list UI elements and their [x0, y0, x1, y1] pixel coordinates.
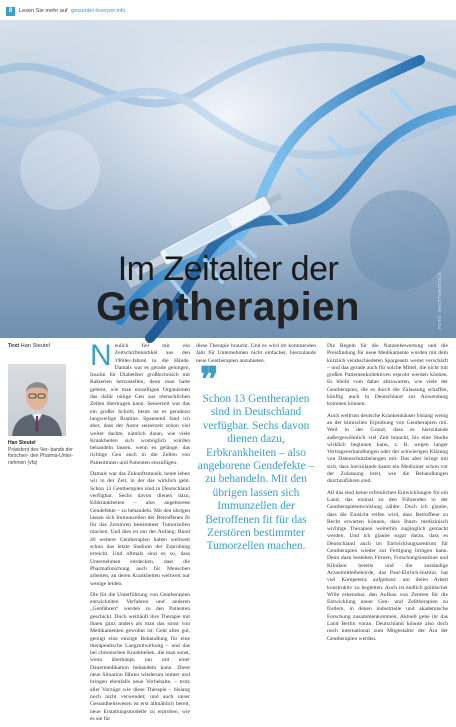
quote-mark-icon: ❞ — [200, 360, 219, 399]
byline — [8, 343, 84, 350]
article-column-1 — [90, 339, 190, 727]
page-number: 8 — [6, 7, 15, 16]
paragraph: diese Therapie braucht. Und es wird im kommenden Jahr für Unternehmen nicht einfacher, hierzulande neue Gentherapien anzubieten. — [196, 343, 316, 364]
paragraph: Die für die Unterführung von Gentherapien entwickelten Verfahren und anderen „Genfähren“ werden zu den Patienten geschickt. Doch weitläufi ihre Therapie mit ihnen ganz anders als man das sonst von Medikamenten gewohnt ist: Geht alles gut, genügt eine einzige Behandlung für eine therapeutische Langzeitwirkung – und das bei chronischen Krankheiten, die man sonst, wenn überhaupt, nur mit einer Dauermedikation behandeln kann. Diese neue Situation führen wiederum immer und bringen ebenfalls neue Vorbehalte, – trotz aller Vorzüge wie diese Therapie – bislang noch nicht verwendet; und auch unser Gesundheitswesen ist erst allmählich bereit, neue Erstattungsmodelle zu erproben, wie es sie für — [90, 591, 190, 722]
photo-credit: FOTO: SHUTTERSTOCK — [437, 272, 442, 329]
paragraph — [90, 339, 190, 467]
author-portrait — [8, 364, 66, 436]
pull-quote: Schon 13 Gentherapien sind in Deutschland verfügbar. Sechs davon dienen dazu, Erbkrankheiten – also angeborene Gendefekte – zu behandeln. Mit den übrigen lassen sich Immunzellen der Betroffenen fit für das Zerstören bestimmter Tumorzellen machen. — [197, 392, 315, 553]
drop-cap: N — [90, 339, 112, 372]
page-header — [0, 0, 456, 22]
article-column-2 — [196, 343, 316, 554]
portrait-figure — [8, 364, 66, 436]
paragraph: Auch weltrum deutsche Krankenhäuser bislang wenig an der klinischen Erprobung von Gentherapien mit. Weil in der Grund, dass es hierzulande außergewöhnlich viel Zeit braucht, bis eine Studie wirklich beginnen kann, z. B. wegen langer Vertragsverhandlungen oder der schwierigen Klärung von Datenschutzbelangen mit. Das aber bringt mit sich, dass hierzulande kaum ein Mediziner schon vor der Zulassung breit, wie die Behandlungen durchzuführen sind. — [327, 412, 449, 485]
caption-role: Präsident des Ver- bands der forschen- den Pharma-Unter- nehmen (vfa) — [8, 446, 74, 466]
portrait-caption — [8, 440, 84, 466]
paragraph: All das sind keine erfreulichen Entwicklungen für ein Land, das einmal zu den Führenden in der Gentherapieentwicklung zählte. Doch ich glaube, dass die Einsicht reifen wird, dass Betroffene zu Recht erwarten können, dass Ihnen medizinisch wichtige Therapien weiterhin zugänglich gemacht werden. Und ich glaube sogar daran, dass es Deutschland auch im Entwicklungszentrum für Gentherapien wieder zur Fertigung bringen kann. Denn dazu bestehen Firmen, Forschungsinstitute und Kliniken bereits und die zuständige Arzneimittelbehörde, das Paul-Ehrlich-Institut, hat viel Kompetenz aufgebaut; um deren Arbeit konstruktiv zu begleiten. Auch ist endlich politischer Wille erkennbar, den Aufbau von Zentren für die Entwicklung neuer Gen- und Zelltherapien zu fördern, in denen industrielle und akademische Forschung zusammenkommen. Aktuell gehe ihr das Land Berlin voran. Deutschland könnte also doch noch international zum Mitgestalter der Ära der Gentherapien werden. — [327, 489, 448, 642]
byline-author: Han Steutel — [20, 343, 50, 349]
paragraph: Damals war das Zukunftsmusik; heute leben wir in der Zeit, in der das wirklich geht. Schon 13 Gentherapien sind in Deutschland verfügbar. Sechs davon dienen dazu, Erbkrankheiten – also angeborene Gendefekte – zu behandeln. Mit den übrigen lassen sich Immunzellen der Betroffenen fit für das Zerstören bestimmter Tumorzellen machen. Und dies ist nur der Anfang: Rund 40 weitere Gentherapien haben weltweit schon das letzte Stadium der Erprobung erreicht. Und oftmals sind es so, dass Unternehmen entdecken, dass die Pharmaforschung auch für Menschen arbeiten, an deren Krankheiten weltweit nur wenige leiden. — [90, 471, 190, 587]
headline-line-1: Im Zeitalter der — [117, 250, 339, 288]
article-column-3 — [327, 343, 448, 647]
header-link[interactable]: gesunder-koerper.info — [71, 8, 126, 14]
byline-column — [8, 343, 84, 466]
paragraph: Die Regeln für die Nutzenbewertung und die Preisfindung für neue Medikamente wurden mit dem kürzlich verabschiedeten Spargesetz weiter verschärft – und das gerade auch für solche Mittel, die nicht mit großen Patientenkollektiven erprobt werden können. Es bleibt vom daher abzuwarten, wie viele der Gentherapien, die es durch die Zulassung schaffen, künftig auch in Deutschland zur Anwendung kommen können. — [327, 343, 448, 408]
caption-name: Han Steutel — [8, 440, 36, 447]
header-lead: Lesen Sie mehr auf — [19, 8, 68, 14]
header-text — [19, 8, 126, 14]
byline-label: Text — [8, 343, 20, 349]
paragraph-text: eulich fiel mir ein Zeitschriftenartikel aus den 1960er-Jahren in die Hände. Damals war es gerade gelungen, Insulin für Diabetiker großtechnisch mit Bakterien herzustellen; denn man hatte gelernt, wie man einzelligen Organismen das dafür nötige Gen aus menschlichen Zellen übertragen kann. Seinerzeit war das ein großer Schritt; heute ist es geradezu langweilige Routine. Spannend fand ich aber, dass der Autor seinerzeit schon viel weiter dachte, nämlich daran, wie viele Krankheiten sich womöglich würden behandeln lassen, wenn es gelänge, das richtige Gen auch in die Zellen von Patientinnen und Patienten einzufügen. — [90, 343, 190, 466]
headline-line-2: Gentherapien — [96, 285, 360, 329]
